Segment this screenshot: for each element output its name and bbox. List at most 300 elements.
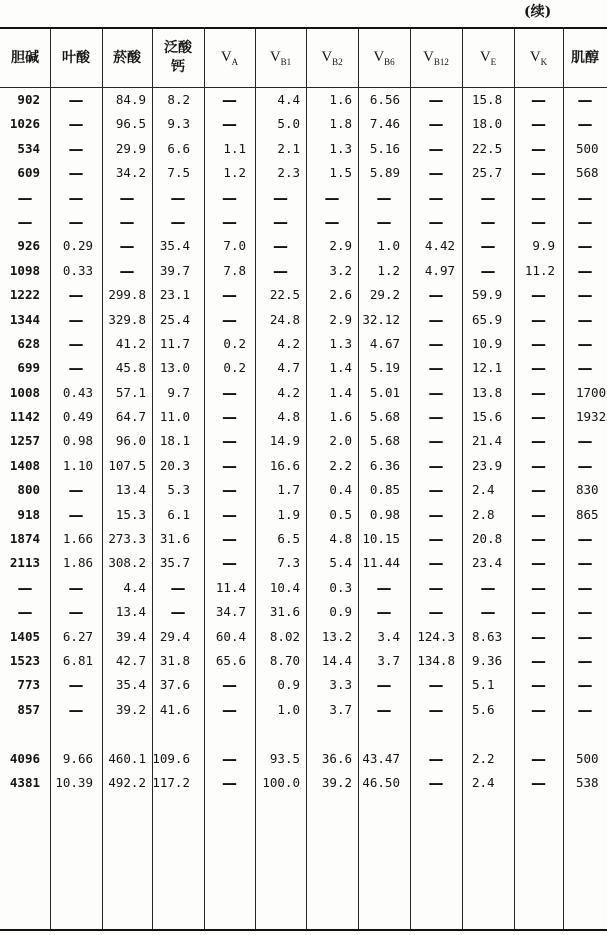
table-cell: 14.9	[269, 433, 300, 449]
table-row	[0, 698, 607, 722]
table-cell: 1.66	[62, 531, 93, 547]
empty-value-dash: —	[531, 627, 546, 646]
vitamin-letter: V	[373, 49, 385, 65]
table-cell: 34.7	[215, 604, 246, 620]
empty-value-dash: —	[531, 383, 546, 402]
empty-value-dash: —	[68, 286, 84, 305]
table-cell: 10.9	[472, 335, 503, 351]
empty-value-dash: —	[531, 334, 546, 353]
table-cell: 5.01	[369, 384, 400, 400]
table-cell: 5.68	[369, 433, 400, 449]
table-cell: 8.2	[167, 92, 190, 107]
empty-value-dash: —	[222, 773, 237, 792]
row-group	[0, 747, 607, 796]
empty-value-dash: —	[531, 481, 546, 500]
empty-value-dash: —	[119, 212, 135, 231]
table-cell: 6.81	[62, 652, 93, 668]
empty-value-dash: —	[222, 456, 237, 475]
table-row	[0, 551, 607, 575]
table-row	[0, 381, 607, 405]
empty-value-dash: —	[531, 310, 546, 329]
table-cell: 1408	[9, 457, 40, 473]
empty-value-dash: —	[577, 237, 593, 256]
table-cell: 500	[576, 750, 599, 766]
table-cell: 3.7	[329, 701, 352, 717]
vitamin-letter: V	[529, 49, 541, 65]
table-cell: 1.86	[62, 555, 93, 571]
empty-value-dash: —	[428, 212, 444, 231]
table-cell: 0.4	[329, 482, 352, 498]
empty-value-dash: —	[428, 432, 444, 451]
table-cell: 1222	[9, 287, 40, 303]
empty-value-dash: —	[17, 603, 33, 622]
empty-value-dash: —	[222, 286, 237, 305]
empty-value-dash: —	[222, 554, 237, 573]
table-cell: 1874	[9, 531, 40, 547]
empty-value-dash: —	[273, 188, 288, 207]
table-cell: 5.3	[167, 482, 190, 498]
table-cell: 10.15	[362, 531, 400, 547]
table-cell: 15.8	[472, 92, 503, 107]
table-cell: 2.0	[329, 433, 352, 449]
vitamin-subscript: E	[490, 57, 497, 67]
table-cell: 35.7	[159, 555, 190, 571]
table-cell: 11.4	[215, 579, 246, 595]
table-cell: 23.9	[472, 457, 503, 473]
table-cell: 5.4	[329, 555, 352, 571]
table-cell: 11.7	[159, 335, 190, 351]
empty-value-dash: —	[428, 530, 444, 549]
table-row	[0, 600, 607, 624]
empty-value-dash: —	[119, 261, 135, 280]
table-cell: 1098	[9, 262, 40, 278]
empty-value-dash: —	[531, 139, 546, 158]
empty-value-dash: —	[531, 456, 546, 475]
empty-value-dash: —	[68, 676, 84, 695]
table-cell: 4096	[9, 750, 40, 766]
column-header-label	[480, 49, 496, 67]
table-cell: 4.8	[277, 409, 300, 425]
table-cell: 0.98	[62, 433, 93, 449]
table-cell: 6.5	[277, 531, 300, 547]
table-cell: 42.7	[115, 652, 146, 668]
table-cell: 65.9	[472, 311, 503, 327]
table-cell: 1.4	[329, 384, 352, 400]
table-cell: 23.4	[472, 555, 503, 571]
empty-value-dash: —	[531, 603, 546, 622]
empty-value-dash: —	[68, 359, 84, 378]
table-cell: 41.6	[159, 701, 190, 717]
table-cell: 43.47	[362, 750, 400, 766]
table-cell: 6.27	[62, 628, 93, 644]
table-cell: 699	[17, 360, 40, 376]
table-cell: 20.8	[472, 531, 503, 547]
table-cell: 4.97	[424, 262, 455, 278]
empty-value-dash: —	[577, 310, 593, 329]
empty-value-dash: —	[222, 310, 237, 329]
table-cell: 2.9	[329, 238, 352, 254]
table-cell: 1.1	[223, 140, 246, 156]
column-header-label: 肌醇	[571, 49, 599, 66]
table-cell: 37.6	[159, 677, 190, 693]
empty-value-dash: —	[531, 676, 546, 695]
table-cell: 1.3	[329, 335, 352, 351]
table-cell: 10.4	[269, 579, 300, 595]
empty-value-dash: —	[531, 164, 546, 183]
empty-value-dash: —	[531, 700, 546, 719]
table-row	[0, 503, 607, 527]
table-cell: 773	[17, 677, 40, 693]
table-cell: 918	[17, 506, 40, 522]
empty-value-dash: —	[577, 432, 593, 451]
table-cell: 15.3	[115, 506, 146, 522]
table-cell: 568	[576, 165, 599, 181]
table-cell: 25.4	[159, 311, 190, 327]
empty-value-dash: —	[68, 505, 84, 524]
table-cell: 12.1	[472, 360, 503, 376]
column-header-label	[423, 49, 449, 67]
empty-value-dash: —	[480, 212, 496, 231]
table-cell: 25.7	[472, 165, 503, 181]
table-cell: 107.5	[108, 457, 146, 473]
table-cell: 4.2	[277, 335, 300, 351]
column-header-label	[373, 49, 394, 67]
table-cell: 4.42	[424, 238, 455, 254]
empty-value-dash: —	[428, 91, 444, 109]
table-cell: 96.0	[115, 433, 146, 449]
table-cell: 4.7	[277, 360, 300, 376]
vitamin-subscript: K	[540, 57, 548, 67]
table-cell: 5.6	[472, 701, 495, 717]
table-cell: 1008	[9, 384, 40, 400]
table-row	[0, 161, 607, 185]
empty-value-dash: —	[273, 261, 288, 280]
column-header-label: 叶酸	[62, 49, 90, 66]
table-cell: 46.50	[362, 774, 400, 790]
table-cell: 22.5	[472, 140, 503, 156]
table-row	[0, 259, 607, 283]
table-cell: 22.5	[269, 287, 300, 303]
empty-value-dash: —	[222, 749, 237, 768]
empty-value-dash: —	[428, 164, 444, 183]
empty-value-dash: —	[428, 286, 444, 305]
table-row	[0, 454, 607, 478]
empty-value-dash: —	[68, 334, 84, 353]
vitamin-letter: V	[269, 49, 281, 65]
table-cell: 32.12	[362, 311, 400, 327]
column-header-label: 菸酸	[113, 49, 141, 66]
table-cell: 1.10	[62, 457, 93, 473]
table-cell: 926	[17, 238, 40, 254]
table-cell: 7.3	[277, 555, 300, 571]
vitamin-subscript: B6	[384, 57, 395, 67]
table-row	[0, 112, 607, 136]
table-row	[0, 88, 607, 112]
table-cell: 329.8	[108, 311, 146, 327]
table-cell: 1.9	[277, 506, 300, 522]
table-cell: 299.8	[108, 287, 146, 303]
column-header-label	[270, 49, 291, 67]
empty-value-dash: —	[428, 359, 444, 378]
empty-value-dash: —	[480, 188, 496, 207]
table-cell: 1257	[9, 433, 40, 449]
table-cell: 35.4	[159, 238, 190, 254]
column-header	[50, 29, 102, 87]
column-header	[102, 29, 152, 87]
table-cell: 0.5	[329, 506, 352, 522]
column-header	[204, 29, 255, 87]
table-row	[0, 429, 607, 453]
empty-value-dash: —	[273, 237, 288, 256]
table-cell: 84.9	[115, 92, 146, 107]
table-cell: 20.3	[159, 457, 190, 473]
empty-value-dash: —	[68, 212, 84, 231]
table-cell: 5.89	[369, 165, 400, 181]
empty-value-dash: —	[480, 237, 496, 256]
table-cell: 1026	[9, 116, 40, 132]
table-cell: 64.7	[115, 409, 146, 425]
empty-value-dash: —	[68, 578, 84, 597]
empty-value-dash: —	[480, 578, 496, 597]
table-row	[0, 649, 607, 673]
table-cell: 18.1	[159, 433, 190, 449]
column-header	[410, 29, 462, 87]
table-cell: 1.6	[329, 92, 352, 107]
table-cell: 273.3	[108, 531, 146, 547]
empty-value-dash: —	[577, 334, 593, 353]
table-cell: 39.2	[115, 701, 146, 717]
table-row	[0, 137, 607, 161]
empty-value-dash: —	[17, 212, 33, 231]
table-row	[0, 356, 607, 380]
column-header	[462, 29, 514, 87]
table-row	[0, 576, 607, 600]
empty-value-dash: —	[222, 383, 237, 402]
empty-value-dash: —	[222, 700, 237, 719]
row-group	[0, 88, 607, 722]
empty-value-dash: —	[324, 212, 340, 231]
table-cell: 4.8	[329, 531, 352, 547]
table-cell: 8.02	[269, 628, 300, 644]
empty-value-dash: —	[428, 676, 444, 695]
empty-value-dash: —	[428, 310, 444, 329]
empty-value-dash: —	[68, 164, 84, 183]
empty-value-dash: —	[531, 578, 546, 597]
empty-value-dash: —	[119, 237, 135, 256]
table-cell: 18.0	[472, 116, 503, 132]
column-header	[563, 29, 607, 87]
table-cell: 0.43	[62, 384, 93, 400]
table-cell: 609	[17, 165, 40, 181]
empty-value-dash: —	[68, 700, 84, 719]
empty-value-dash: —	[17, 188, 33, 207]
empty-value-dash: —	[273, 212, 288, 231]
table-cell: 2.1	[277, 140, 300, 156]
table-cell: 15.6	[472, 409, 503, 425]
table-cell: 1.2	[223, 165, 246, 181]
empty-value-dash: —	[222, 115, 237, 134]
table-cell: 124.3	[417, 628, 455, 644]
table-row	[0, 186, 607, 210]
vitamin-letter: V	[423, 49, 434, 65]
table-cell: 0.49	[62, 409, 93, 425]
table-cell: 65.6	[215, 652, 246, 668]
table-cell: 1700	[576, 384, 607, 400]
empty-value-dash: —	[428, 505, 444, 524]
empty-value-dash: —	[170, 603, 186, 622]
table-row	[0, 332, 607, 356]
table-cell: 41.2	[115, 335, 146, 351]
empty-value-dash: —	[577, 603, 593, 622]
empty-value-dash: —	[222, 91, 237, 109]
table-cell: 36.6	[321, 750, 352, 766]
column-header-label: 胆碱	[11, 49, 39, 66]
empty-value-dash: —	[428, 456, 444, 475]
empty-value-dash: —	[170, 212, 186, 231]
empty-value-dash: —	[222, 505, 237, 524]
table-cell: 59.9	[472, 287, 503, 303]
table-cell: 31.6	[269, 604, 300, 620]
table-cell: 1932	[576, 409, 607, 425]
table-cell: 96.5	[115, 116, 146, 132]
empty-value-dash: —	[428, 700, 444, 719]
table-cell: 6.1	[167, 506, 190, 522]
table-cell: 9.9	[532, 238, 555, 254]
empty-value-dash: —	[531, 530, 546, 549]
table-cell: 4381	[9, 774, 40, 790]
table-cell: 3.7	[377, 652, 400, 668]
empty-value-dash: —	[428, 115, 444, 134]
empty-value-dash: —	[428, 188, 444, 207]
table-cell: 0.3	[329, 579, 352, 595]
empty-value-dash: —	[68, 603, 84, 622]
table-cell: 2113	[9, 555, 40, 571]
table-cell: 8.63	[472, 628, 503, 644]
table-cell: 1.5	[329, 165, 352, 181]
column-header	[514, 29, 563, 87]
table-cell: 9.7	[167, 384, 190, 400]
table-cell: 538	[576, 774, 599, 790]
empty-value-dash: —	[17, 578, 33, 597]
empty-value-dash: —	[531, 554, 546, 573]
table-cell: 534	[17, 140, 40, 156]
table-cell: 9.36	[472, 652, 503, 668]
table-cell: 1.0	[277, 701, 300, 717]
empty-value-dash: —	[577, 91, 593, 109]
empty-value-dash: —	[222, 188, 237, 207]
table-cell: 492.2	[108, 774, 146, 790]
nutrient-table	[0, 27, 607, 931]
table-cell: 13.4	[115, 482, 146, 498]
table-cell: 29.4	[159, 628, 190, 644]
table-cell: 8.70	[269, 652, 300, 668]
table-cell: 24.8	[269, 311, 300, 327]
empty-value-dash: —	[577, 651, 593, 670]
table-cell: 16.6	[269, 457, 300, 473]
vitamin-letter: V	[220, 49, 232, 65]
table-cell: 29.9	[115, 140, 146, 156]
empty-value-dash: —	[577, 578, 593, 597]
table-row	[0, 478, 607, 502]
table-cell: 2.2	[329, 457, 352, 473]
table-row	[0, 405, 607, 429]
empty-value-dash: —	[428, 603, 444, 622]
column-header	[255, 29, 306, 87]
table-cell: 21.4	[472, 433, 503, 449]
empty-value-dash: —	[531, 286, 546, 305]
empty-value-dash: —	[324, 188, 340, 207]
table-cell: 6.36	[369, 457, 400, 473]
empty-value-dash: —	[577, 212, 593, 231]
table-cell: 830	[576, 482, 599, 498]
table-cell: 6.6	[167, 140, 190, 156]
table-cell: 902	[17, 92, 40, 107]
table-cell: 1.7	[277, 482, 300, 498]
table-cell: 1405	[9, 628, 40, 644]
table-cell: 10.39	[55, 774, 93, 790]
table-row	[0, 210, 607, 234]
table-cell: 0.98	[369, 506, 400, 522]
table-body	[0, 88, 607, 795]
empty-value-dash: —	[577, 261, 593, 280]
empty-value-dash: —	[68, 115, 84, 134]
table-cell: 7.46	[369, 116, 400, 132]
table-cell: 35.4	[115, 677, 146, 693]
table-row	[0, 527, 607, 551]
table-cell: 4.4	[277, 92, 300, 107]
empty-value-dash: —	[428, 139, 444, 158]
empty-value-dash: —	[428, 578, 444, 597]
table-row	[0, 625, 607, 649]
empty-value-dash: —	[531, 359, 546, 378]
empty-value-dash: —	[222, 481, 237, 500]
table-row	[0, 747, 607, 771]
table-cell: 93.5	[269, 750, 300, 766]
table-cell: 1523	[9, 652, 40, 668]
continued-label: (续)	[524, 4, 552, 20]
empty-value-dash: —	[428, 554, 444, 573]
empty-value-dash: —	[577, 188, 593, 207]
table-cell: 100.0	[262, 774, 300, 790]
table-cell: 628	[17, 335, 40, 351]
table-cell: 857	[17, 701, 40, 717]
table-cell: 11.44	[362, 555, 400, 571]
table-cell: 39.4	[115, 628, 146, 644]
empty-value-dash: —	[531, 432, 546, 451]
empty-value-dash: —	[68, 481, 84, 500]
empty-value-dash: —	[428, 773, 444, 792]
empty-value-dash: —	[577, 627, 593, 646]
table-cell: 0.9	[277, 677, 300, 693]
empty-value-dash: —	[577, 456, 593, 475]
table-cell: 1.2	[377, 262, 400, 278]
column-header	[306, 29, 358, 87]
table-cell: 23.1	[159, 287, 190, 303]
table-cell: 1.4	[329, 360, 352, 376]
table-cell: 11.2	[524, 262, 555, 278]
table-cell: 39.7	[159, 262, 190, 278]
empty-value-dash: —	[577, 676, 593, 695]
empty-value-dash: —	[577, 700, 593, 719]
column-header	[358, 29, 410, 87]
empty-value-dash: —	[531, 188, 546, 207]
table-cell: 0.85	[369, 482, 400, 498]
table-cell: 500	[576, 140, 599, 156]
table-cell: 117.2	[152, 774, 190, 790]
empty-value-dash: —	[531, 212, 546, 231]
table-cell: 2.9	[329, 311, 352, 327]
table-cell: 1.6	[329, 409, 352, 425]
